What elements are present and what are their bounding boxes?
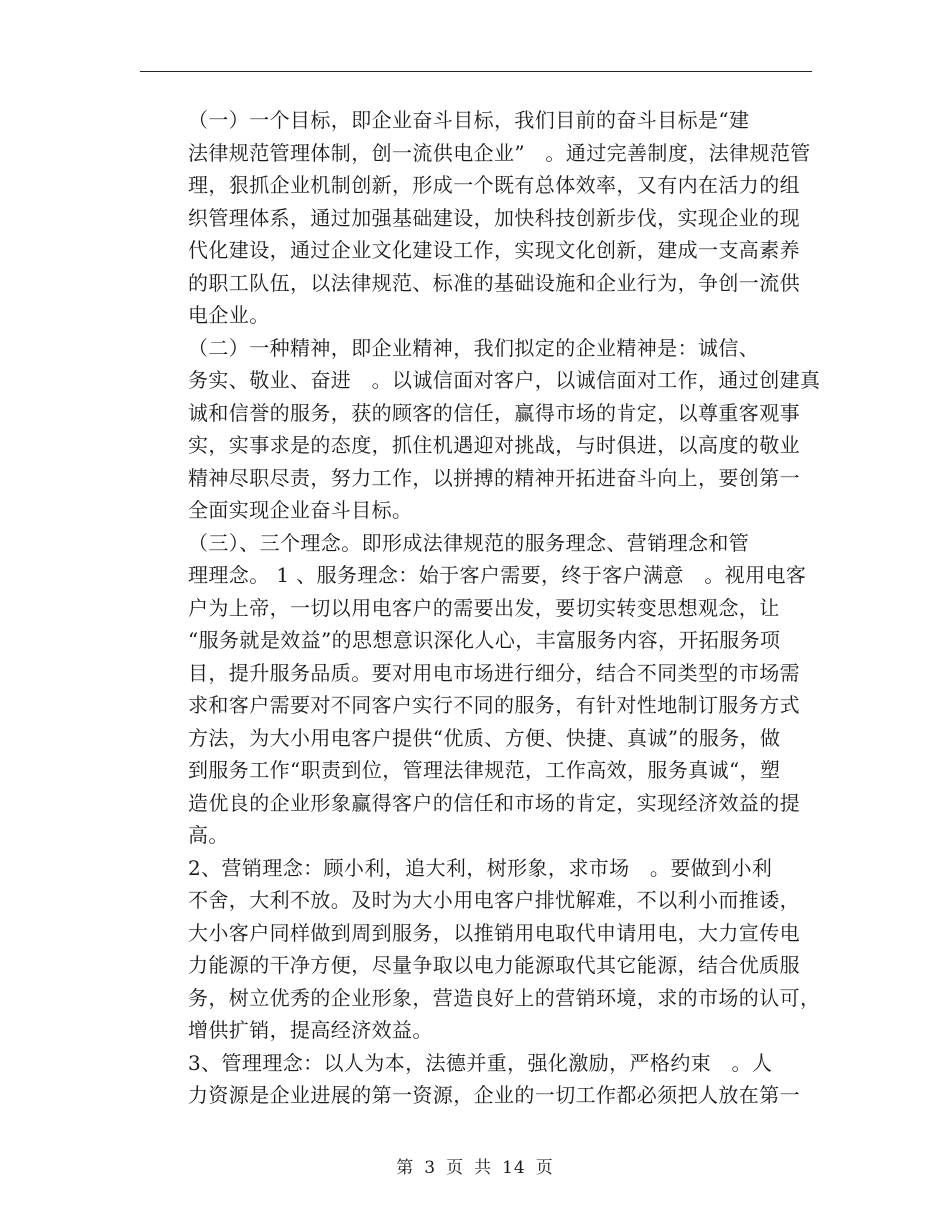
text-line: 全面实现企业奋斗目标。	[188, 498, 413, 522]
text-line: 法律规范管理体制，创一流供电企业” 。通过完善制度，法律规范管	[188, 140, 811, 165]
paragraph-one-goal	[140, 104, 812, 332]
text-line: 务实、敬业、奋进 。以诚信面对客户，以诚信面对工作，通过创建真	[188, 368, 821, 392]
total-pages-number: 14	[502, 1158, 526, 1178]
text-line: 织管理体系，通过加强基础建设，加快科技创新步伐，实现企业的现	[188, 205, 800, 230]
text-line: （三）、三个理念。即形成法律规范的服务理念、营销理念和管	[188, 530, 750, 555]
text-line: 到服务工作“职责到位，管理法律规范，工作高效，服务真诚“，塑	[188, 758, 781, 782]
text-line: 目，提升服务品质。要对用电市场进行细分，结合不同类型的市场需	[188, 660, 800, 685]
text-line: 3、管理理念：以人为本，法德并重，强化激励，严格约束 。人	[188, 1050, 773, 1075]
text-line: 务，树立优秀的企业形象，营造良好上的营销环境，求的市场的认可，	[188, 985, 821, 1010]
text-line: 电企业。	[188, 303, 270, 327]
document-body	[140, 104, 821, 1112]
paragraph-one-spirit	[140, 332, 821, 527]
text-line: “服务就是效益”的思想意识深化人心，丰富服务内容，开拓服务项	[188, 628, 781, 652]
text-line: 高。	[188, 823, 229, 847]
text-line: 代化建设，通过企业文化建设工作，实现文化创新，建成一支高素养	[188, 238, 800, 262]
paragraph-management-concept	[140, 1047, 812, 1112]
text-line: 的职工队伍，以法律规范、标准的基础设施和企业行为，争创一流供	[188, 270, 800, 295]
text-line: 大小客户同样做到周到服务，以推销用电取代申请用电，大力宣传电	[188, 920, 800, 945]
page-footer	[0, 1153, 950, 1178]
text-line: 增供扩销，提高经济效益。	[188, 1018, 433, 1042]
paragraph-marketing-concept	[140, 852, 821, 1047]
paragraph-three-concepts	[140, 527, 812, 852]
footer-suffix: 页	[535, 1158, 554, 1178]
text-line: 诚和信誉的服务，获的顾客的信任，赢得市场的肯定，以尊重客观事	[188, 400, 800, 425]
text-line: 精神尽职尽责，努力工作，以拼搏的精神开拓进奋斗向上，要创第一	[188, 465, 800, 490]
text-line: （二）一种精神，即企业精神，我们拟定的企业精神是：诚信、	[188, 335, 760, 360]
text-line: 实，实事求是的态度，抓住机遇迎对挑战，与时俱进，以高度的敬业	[188, 433, 800, 457]
footer-page-word: 页	[446, 1158, 465, 1178]
text-line: 求和客户需要对不同客户实行不同的服务，有针对性地制订服务方式	[188, 693, 800, 717]
text-line: 造优良的企业形象赢得客户的信任和市场的肯定，实现经济效益的提	[188, 790, 800, 815]
text-line: 理理念。 1 、服务理念：始于客户需要，终于客户满意 。视用电客	[188, 563, 807, 587]
text-line: 方法，为大小用电客户提供“优质、方便、快捷、真诚”的服务，做	[188, 725, 781, 750]
text-line: 2、营销理念：顾小利，追大利，树形象，求市场 。要做到小利	[188, 855, 773, 880]
text-line: （一）一个目标，即企业奋斗目标，我们目前的奋斗目标是“建	[188, 108, 750, 132]
text-line: 户为上帝，一切以用电客户的需要出发，要切实转变思想观念，让	[188, 595, 780, 620]
text-line: 力能源的干净方便，尽量争取以电力能源取代其它能源，结合优质服	[188, 953, 800, 977]
text-line: 理，狠抓企业机制创新，形成一个既有总体效率，又有内在活力的组	[188, 173, 800, 197]
text-line: 不舍，大利不放。及时为大小用电客户排忧解难，不以利小而推诿，	[188, 888, 800, 912]
text-line: 力资源是企业进展的第一资源，企业的一切工作都必须把人放在第一	[188, 1083, 800, 1107]
footer-total-word: 共	[474, 1158, 493, 1178]
footer-prefix: 第	[396, 1158, 415, 1178]
header-rule	[140, 71, 812, 72]
current-page-number: 3	[424, 1158, 437, 1178]
